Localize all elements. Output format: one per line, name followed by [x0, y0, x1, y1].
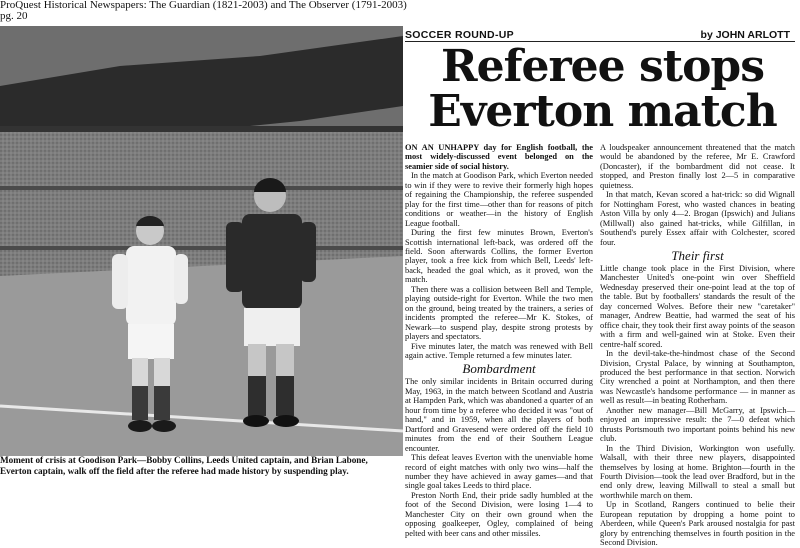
paragraph: In the Third Division, Workington won usefully. Walsall, with their three new players, disappointed themselves by losing at home. Brighton—fourth in the Fourth Division—took the lead over Bradford, but in the end only drew, leaving Millwall to steal a small but worthwhile march on them. [600, 443, 795, 500]
article-column-2 [600, 143, 795, 548]
byline: by JOHN ARLOTT [700, 29, 790, 41]
headline-line-1: Referee stops [441, 41, 764, 92]
paragraph: During the first few minutes Brown, Everton's Scottish international left-back, was ordered off the field. Soon afterwards Collins, the former Everton player, took a free kick from which Bell, Leeds' left-back, headed the goal which, as it proved, won the match. [405, 228, 593, 285]
headline [405, 41, 800, 137]
paragraph: The only similar incidents in Britain occurred during May, 1963, in the match between Scotland and Austria at Hampden Park, which was abandoned a quarter of an hour from time by a referee who decided it was "out of hand," and in 1959, when all the players of both Dartford and Gravesend were ordered off the field 10 minutes from the end of their Southern League encounter. [405, 377, 593, 453]
caption-line-2: Everton captain, walk off the field after the referee had made history by suspending play. [0, 466, 349, 476]
subhead-bombardment: Bombardment [462, 361, 536, 377]
paragraph: In the match at Goodison Park, which Everton needed to win if they were to revive their formerly high hopes of regaining the Championship, the referee suspended play for the first time—other than for reasons of pitch conditions or weather—in the history of English League football. [405, 171, 593, 228]
caption-line-1: Moment of crisis at Goodison Park—Bobby Collins, Leeds United captain, and Brian Labone, [0, 455, 368, 465]
page-number: pg. 20 [0, 10, 28, 22]
lead-paragraph: ON AN UNHAPPY day for English football, the most widely-discussed event belonged on the seamier side of social history. [405, 143, 593, 171]
paragraph: Then there was a collision between Bell and Temple, playing outside-right for Everton. While the two men on the ground, being treated by the trainers, a series of incidents prompted the referee—Mr K. Stokes, of Newark—to suspend play, despite strong protests by players and spectators. [405, 284, 593, 342]
paragraph: Up in Scotland, Rangers continued to belie their European reputation by dropping a home point to Aberdeen, while Queen's Park aroused nostalgia for past glory by entrenching themselves in fourth position in the Second Division. [600, 500, 795, 548]
source-line: ProQuest Historical Newspapers: The Guardian (1821-2003) and The Observer (1791-2003) [0, 0, 407, 11]
paragraph: Five minutes later, the match was renewed with Bell again active. Temple returned a few minutes later. [405, 341, 593, 360]
article-column-1 [405, 143, 593, 538]
paragraph: A loudspeaker announcement threatened that the match would be abandoned by the referee, Mr E. Crawford (Doncaster), if the bombardment did not cease. It stopped, and Preston finally lost 2—5 in comparative quietness. [600, 143, 795, 190]
photo-caption [0, 455, 400, 477]
match-photo [0, 26, 403, 456]
paragraph: Preston North End, their pride sadly humbled at the foot of the Second Division, were losing 1—4 to Manchester City on their own ground when the opposing goalkeeper, Ogley, complained of being pelted with beer cans and other missiles. [405, 490, 593, 538]
paragraph: Another new manager—Bill McGarry, at Ipswich—enjoyed an impressive result: the 7—0 defeat which thrusts Portsmouth two important points behind his new club. [600, 405, 795, 444]
paragraph: In that match, Kevan scored a hat-trick: so did Wignall for Nottingham Forest, who wasted chances in beating Aston Villa by only 4—2. Brogan (Ipswich) and Julians (Millwall) also gained hat-tricks, while Gilfillan, in Southend's purely Essex affair with Colchester, scored four. [600, 190, 795, 247]
subhead-their-first: Their first [671, 247, 724, 263]
paragraph: This defeat leaves Everton with the unenviable home record of eight matches with only two wins—half the number they have achieved in away games—and that single goal takes Leeds to third place. [405, 453, 593, 491]
paragraph: In the devil-take-the-hindmost chase of the Second Division, Crystal Palace, by winning at Southampton, produced the best performance in that section. Norwich City wrenched a point at Northampton, and then there was Newcastle's handsome performance — in manner as well as result—in beating Rotherham. [600, 349, 795, 406]
section-kicker: SOCCER ROUND-UP [405, 29, 514, 41]
headline-line-2: Everton match [428, 86, 777, 137]
paragraph: Little change took place in the First Division, where Manchester United's one-point win over Sheffield Wednesday preserved their one-point lead at the top of the table. But by footballers' standards the result of the day concerned Wolves. Before their new "caretaker" manager, Andrew Beattie, had warmed the seat of his office chair, they took their first away points of the season with a firm and well-gained win at Stoke. Even their centre-half scored. [600, 263, 795, 349]
